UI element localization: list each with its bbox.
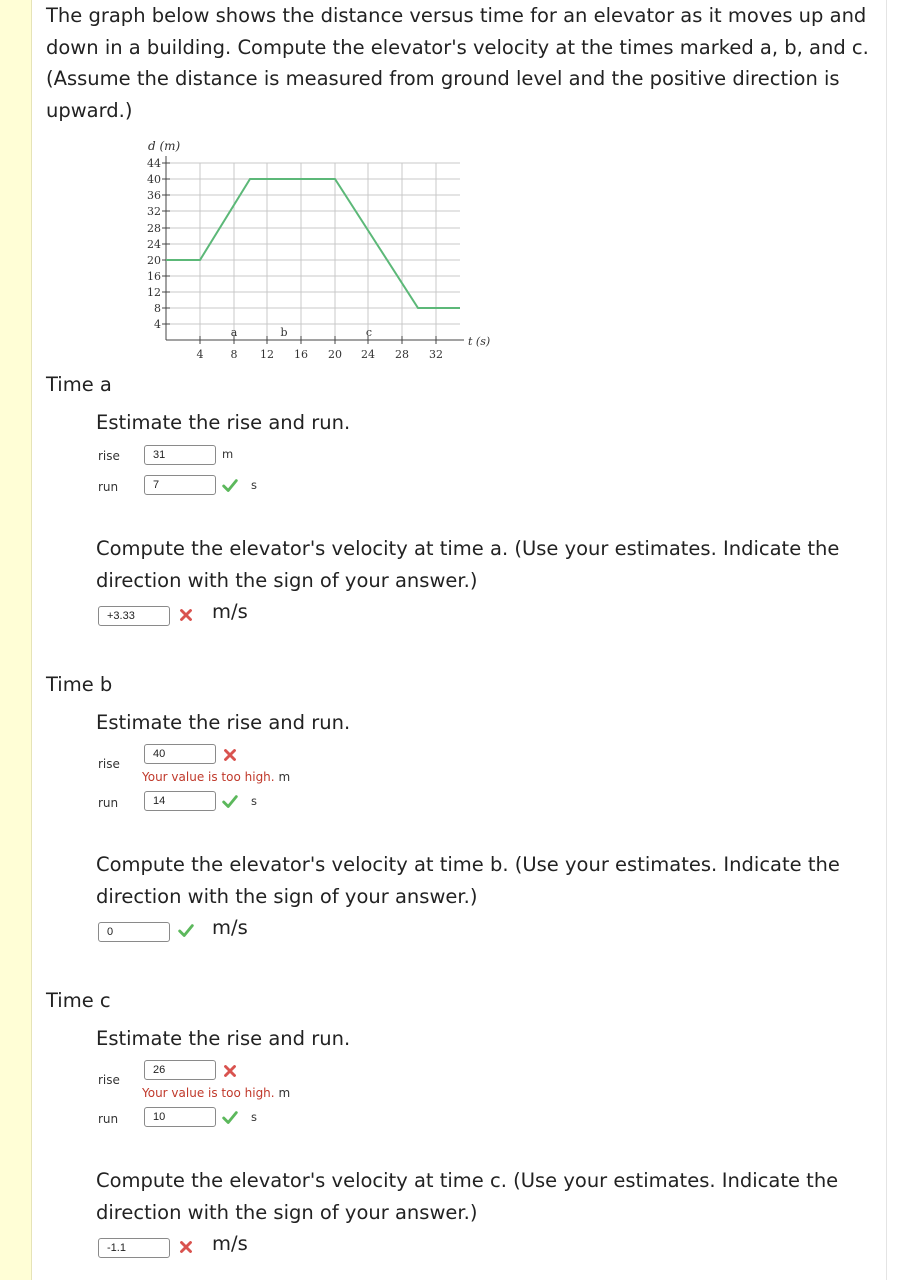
check-icon: [221, 477, 239, 495]
rise-input-c[interactable]: 26: [144, 1060, 216, 1080]
check-icon: [221, 793, 239, 811]
x-icon: [221, 1062, 239, 1080]
y-tick-label: 8: [154, 302, 161, 315]
section-title-time-a: Time a: [46, 373, 112, 396]
x-tick-label: 28: [395, 348, 409, 361]
rise-label: rise: [98, 449, 120, 463]
run-unit-b: s: [251, 794, 257, 808]
x-tick-label: 4: [196, 348, 204, 361]
y-tick-label: 16: [147, 270, 161, 283]
y-tick-label: 28: [147, 222, 161, 235]
y-tick-label: 32: [147, 205, 161, 218]
x-icon: [221, 746, 239, 764]
rise-input-b[interactable]: 40: [144, 744, 216, 764]
velocity-input-a[interactable]: +3.33: [98, 606, 170, 626]
velocity-unit-c: m/s: [212, 1232, 248, 1255]
run-input-c[interactable]: 10: [144, 1107, 216, 1127]
run-label: run: [98, 480, 119, 494]
run-label: run: [98, 1112, 119, 1126]
problem-statement: The graph below shows the distance versus time for an elevator as it moves up and down in a building. Compute the elevator's velocity at the times marked a, b, and c. (Assume the distance is measured from ground level and the positive direction is upward.): [46, 4, 869, 122]
run-input-a[interactable]: 7: [144, 475, 216, 495]
run-unit-a: s: [251, 478, 257, 492]
x-tick-label: 8: [230, 348, 238, 361]
y-tick-label: 20: [147, 254, 161, 267]
x-tick-label: 32: [429, 348, 443, 361]
y-tick-label: 24: [147, 238, 161, 251]
x-tick-label: 24: [361, 348, 375, 361]
left-margin-strip: [0, 0, 32, 1280]
y-tick-label: 40: [147, 173, 161, 186]
y-tick-label: 36: [147, 189, 161, 202]
check-icon: [177, 922, 195, 940]
rise-error-b: [142, 770, 290, 784]
velocity-prompt-c: Compute the elevator's velocity at time c. (Use your estimates. Indicate the direction with the sign of your answer.): [96, 1169, 839, 1224]
rise-unit-c: m: [278, 1086, 291, 1100]
x-icon: [177, 606, 195, 624]
error-message: Your value is too high.: [142, 770, 275, 784]
rise-input-a[interactable]: 31: [144, 445, 216, 465]
section-subtitle-time-c: Estimate the rise and run.: [96, 1027, 351, 1050]
rise-unit-b: m: [278, 770, 291, 784]
rise-label: rise: [98, 757, 120, 771]
rise-label: rise: [98, 1073, 120, 1087]
velocity-unit-b: m/s: [212, 916, 248, 939]
y-axis-label: d (m): [148, 139, 181, 153]
rise-error-c: [142, 1086, 290, 1100]
section-title-time-b: Time b: [46, 673, 113, 696]
y-tick-label: 44: [147, 157, 161, 170]
section-subtitle-time-a: Estimate the rise and run.: [96, 411, 351, 434]
velocity-prompt-b: Compute the elevator's velocity at time b. (Use your estimates. Indicate the direction with the sign of your answer.): [96, 853, 840, 908]
marker-label-c: c: [365, 326, 373, 339]
x-tick-label: 12: [260, 348, 274, 361]
run-input-b[interactable]: 14: [144, 791, 216, 811]
distance-time-graph: [130, 134, 510, 368]
section-title-time-c: Time c: [46, 989, 111, 1012]
y-tick-label: 4: [154, 318, 161, 331]
x-tick-label: 20: [328, 348, 342, 361]
x-icon: [177, 1238, 195, 1256]
y-tick-label: 12: [147, 286, 161, 299]
velocity-input-b[interactable]: 0: [98, 922, 170, 942]
rise-unit-a: m: [222, 447, 234, 461]
marker-label-b: b: [280, 326, 288, 339]
velocity-prompt-a: Compute the elevator's velocity at time a. (Use your estimates. Indicate the direction with the sign of your answer.): [96, 537, 840, 592]
check-icon: [221, 1109, 239, 1127]
section-subtitle-time-b: Estimate the rise and run.: [96, 711, 351, 734]
run-unit-c: s: [251, 1110, 257, 1124]
grid: [165, 163, 460, 340]
velocity-input-c[interactable]: -1.1: [98, 1238, 170, 1258]
x-axis-label: t (s): [468, 335, 491, 348]
x-tick-label: 16: [294, 348, 308, 361]
right-border-line: [886, 0, 887, 1280]
marker-label-a: a: [230, 326, 238, 339]
error-message: Your value is too high.: [142, 1086, 275, 1100]
velocity-unit-a: m/s: [212, 600, 248, 623]
run-label: run: [98, 796, 119, 810]
